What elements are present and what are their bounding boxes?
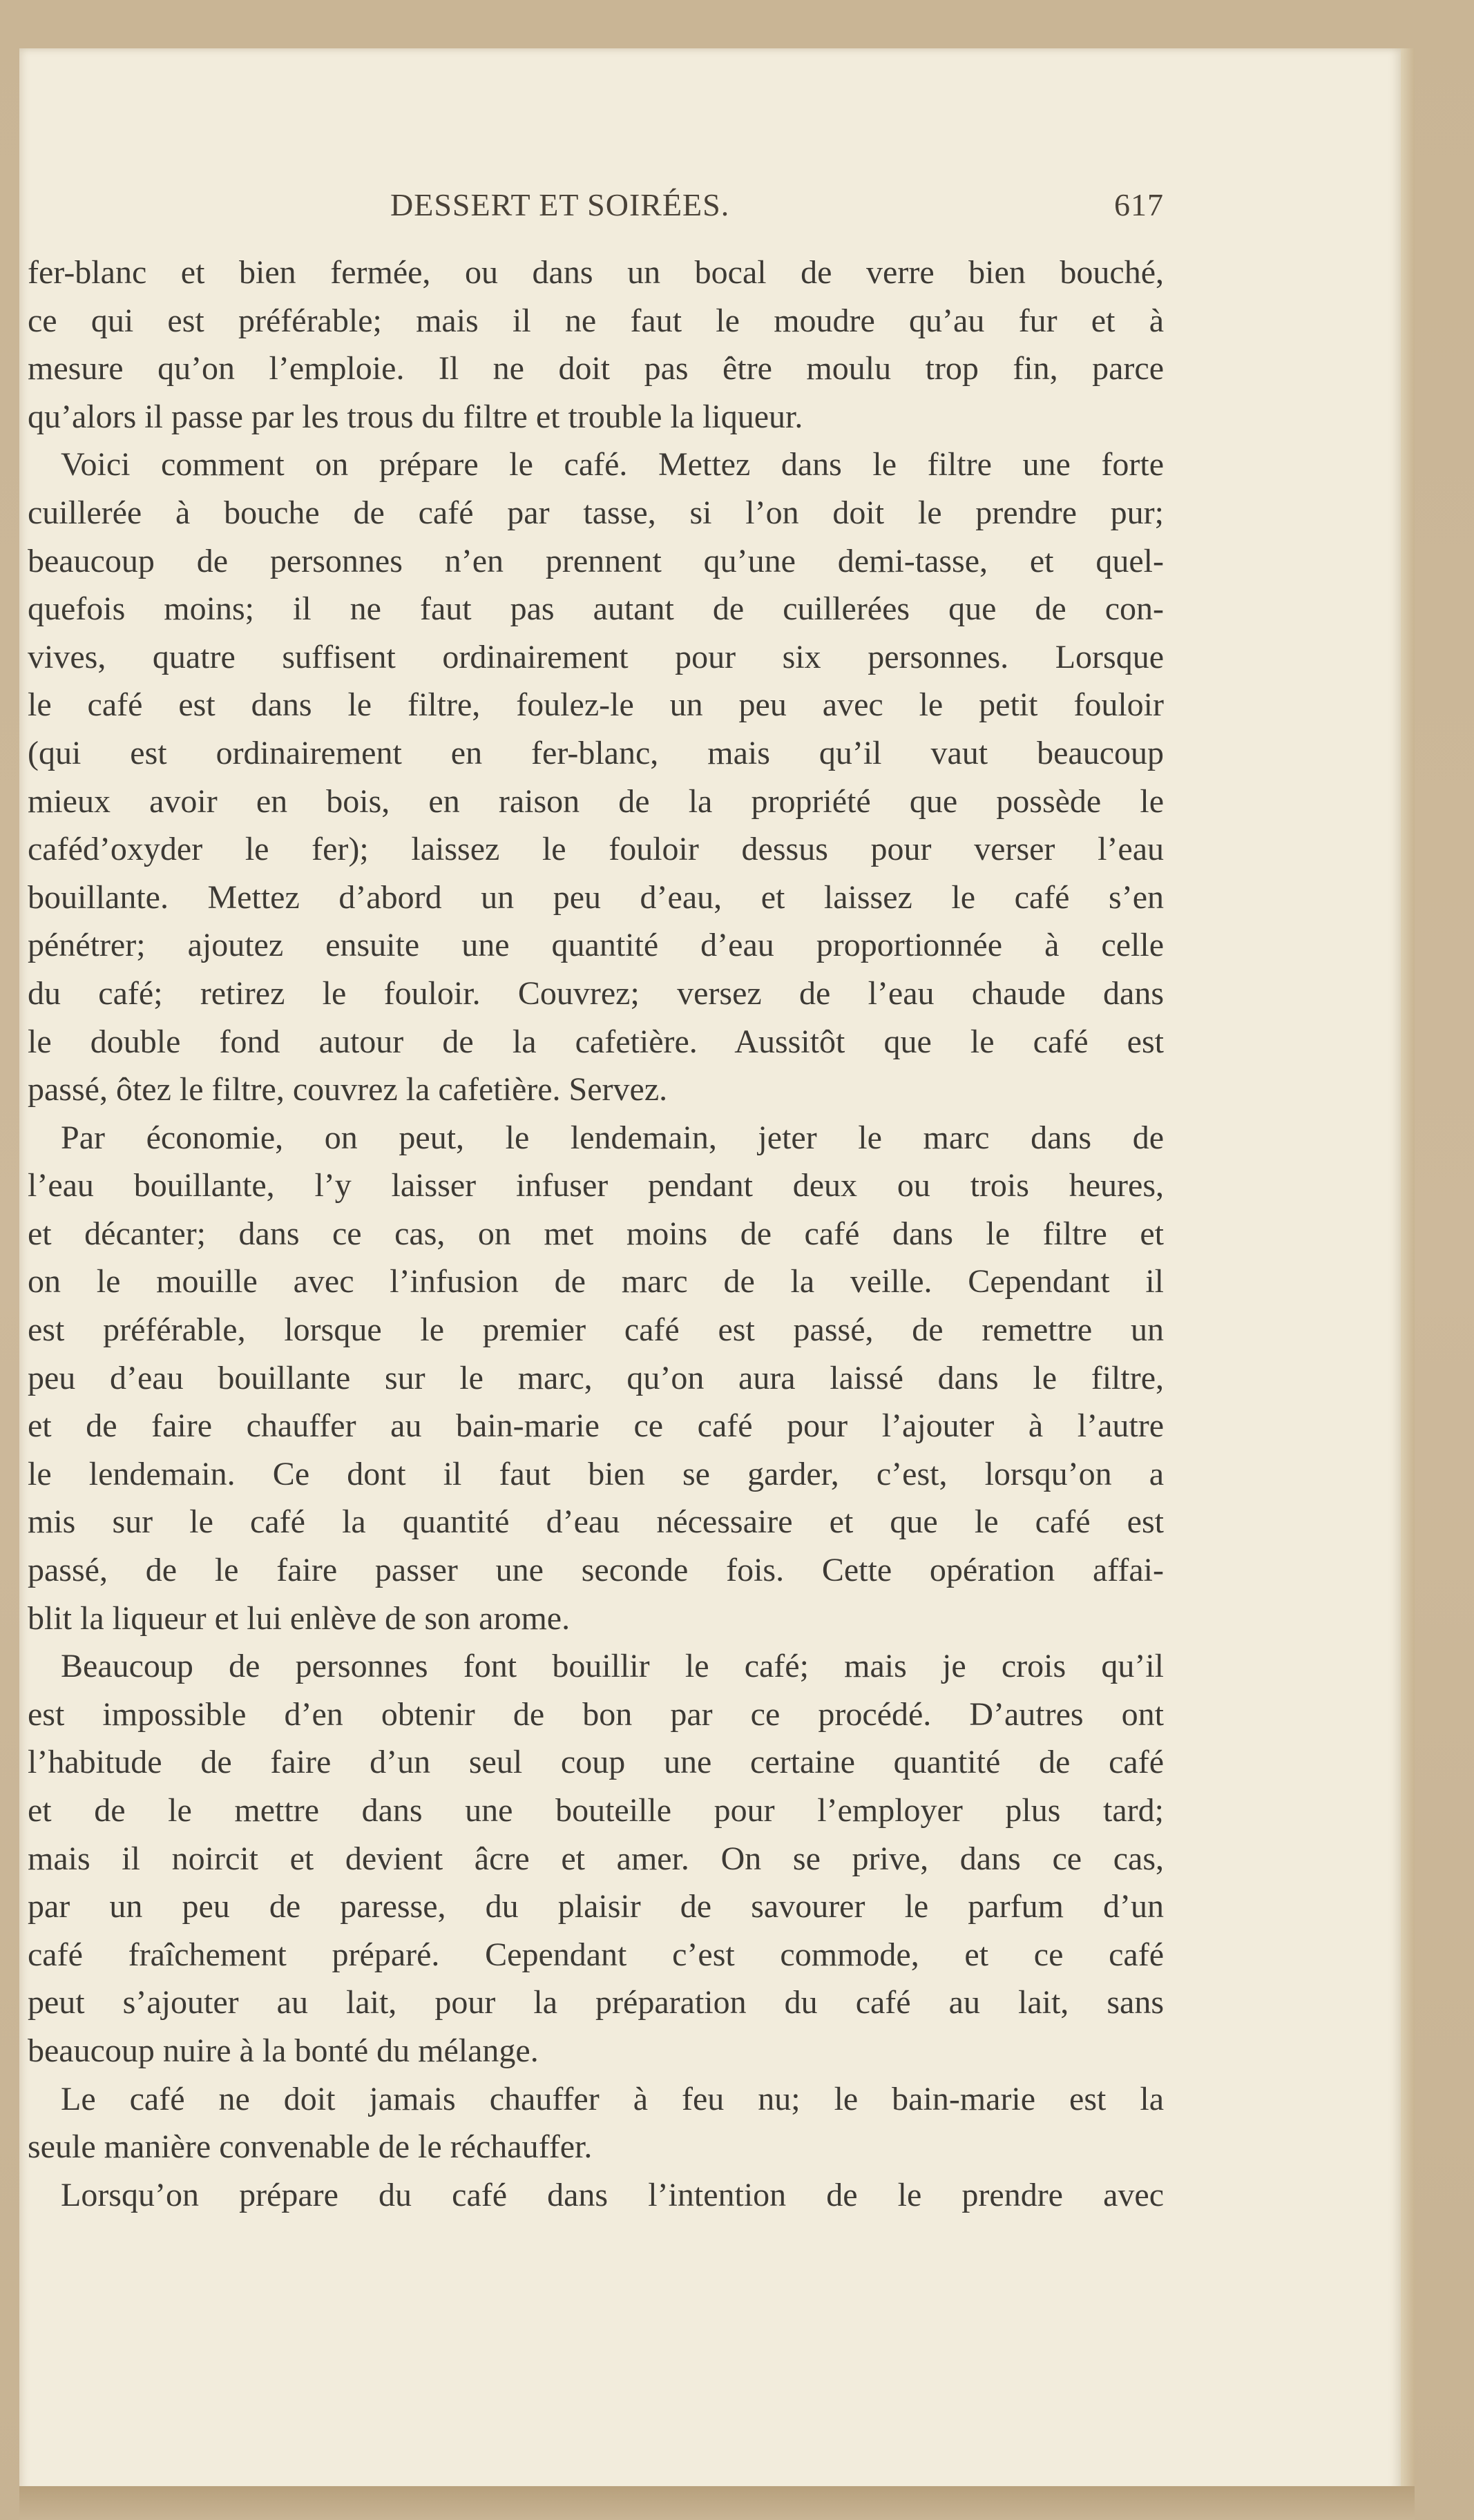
- text-line: est préférable, lorsque le premier café est passé, de remettre un: [28, 1311, 1164, 1349]
- text-line: peu d’eau bouillante sur le marc, qu’on aura laissé dans le filtre,: [28, 1359, 1164, 1396]
- text-line: quefois moins; il ne faut pas autant de cuillerées que de con-: [28, 590, 1164, 628]
- text-line: mis sur le café la quantité d’eau nécessaire et que le café est: [28, 1503, 1164, 1541]
- text-line: qu’alors il passe par les trous du filtre et trouble la liqueur.: [28, 398, 803, 435]
- text-line: est impossible d’en obtenir de bon par ce procédé. D’autres ont: [28, 1695, 1164, 1733]
- text-line: Par économie, on peut, le lendemain, jeter le marc dans de: [61, 1119, 1164, 1156]
- text-line: on le mouille avec l’infusion de marc de la veille. Cependant il: [28, 1263, 1164, 1300]
- text-line: mais il noircit et devient âcre et amer. On se prive, dans ce cas,: [28, 1840, 1164, 1877]
- text-line: café fraîchement préparé. Cependant c’est commode, et ce café: [28, 1936, 1164, 1973]
- text-line: Lorsqu’on prépare du café dans l’intention de le prendre avec: [61, 2176, 1164, 2213]
- text-line: mieux avoir en bois, en raison de la propriété que possède le: [28, 782, 1164, 820]
- text-line: beaucoup nuire à la bonté du mélange.: [28, 2032, 539, 2069]
- text-line: Beaucoup de personnes font bouillir le café; mais je crois qu’il: [61, 1648, 1164, 1685]
- text-line: Le café ne doit jamais chauffer à feu nu; le bain-marie est la: [61, 2080, 1164, 2117]
- text-line: ce qui est préférable; mais il ne faut le moudre qu’au fur et à: [28, 302, 1164, 339]
- text-line: vives, quatre suffisent ordinairement pour six personnes. Lorsque: [28, 638, 1164, 675]
- page-bottom-edge: [19, 2486, 1415, 2520]
- text-line: l’eau bouillante, l’y laisser infuser pendant deux ou trois heures,: [28, 1167, 1164, 1204]
- text-line: caféd’oxyder le fer); laissez le fouloir dessus pour verser l’eau: [28, 831, 1164, 868]
- text-line: par un peu de paresse, du plaisir de savourer le parfum d’un: [28, 1888, 1164, 1925]
- text-line: l’habitude de faire d’un seul coup une certaine quantité de café: [28, 1744, 1164, 1781]
- text-line: pénétrer; ajoutez ensuite une quantité d’eau proportionnée à celle: [28, 927, 1164, 964]
- text-line: (qui est ordinairement en fer-blanc, mais qu’il vaut beaucoup: [28, 734, 1164, 771]
- text-line: passé, ôtez le filtre, couvrez la cafetière. Servez.: [28, 1071, 668, 1108]
- text-line: le double fond autour de la cafetière. Aussitôt que le café est: [28, 1023, 1164, 1060]
- running-title: DESSERT ET SOIRÉES.: [390, 187, 730, 222]
- text-line: le café est dans le filtre, foulez-le un peu avec le petit fouloir: [28, 686, 1164, 724]
- text-line: bouillante. Mettez d’abord un peu d’eau, et laissez le café s’en: [28, 878, 1164, 916]
- running-header: [28, 186, 1164, 228]
- text-line: et de le mettre dans une bouteille pour l’employer plus tard;: [28, 1792, 1164, 1829]
- text-line: et de faire chauffer au bain-marie ce café pour l’ajouter à l’autre: [28, 1407, 1164, 1445]
- page-number: 617: [1114, 187, 1164, 222]
- text-line: fer-blanc et bien fermée, ou dans un bocal de verre bien bouché,: [28, 254, 1164, 291]
- text-line: seule manière convenable de le réchauffer.: [28, 2128, 593, 2166]
- text-line: du café; retirez le fouloir. Couvrez; versez de l’eau chaude dans: [28, 974, 1164, 1012]
- text-line: peut s’ajouter au lait, pour la préparation du café au lait, sans: [28, 1984, 1164, 2021]
- text-line: mesure qu’on l’emploie. Il ne doit pas être moulu trop fin, parce: [28, 350, 1164, 387]
- text-line: passé, de le faire passer une seconde fois. Cette opération affai-: [28, 1552, 1164, 1589]
- text-line: blit la liqueur et lui enlève de son arome.: [28, 1599, 571, 1637]
- text-line: beaucoup de personnes n’en prennent qu’une demi-tasse, et quel-: [28, 542, 1164, 579]
- body-text: [28, 249, 1164, 2219]
- text-line: le lendemain. Ce dont il faut bien se garder, c’est, lorsqu’on a: [28, 1455, 1164, 1492]
- page-edge: [1401, 48, 1415, 2493]
- text-line: et décanter; dans ce cas, on met moins de café dans le filtre et: [28, 1215, 1164, 1252]
- text-line: cuillerée à bouche de café par tasse, si l’on doit le prendre pur;: [28, 494, 1164, 531]
- text-line: Voici comment on prépare le café. Mettez dans le filtre une forte: [61, 446, 1164, 483]
